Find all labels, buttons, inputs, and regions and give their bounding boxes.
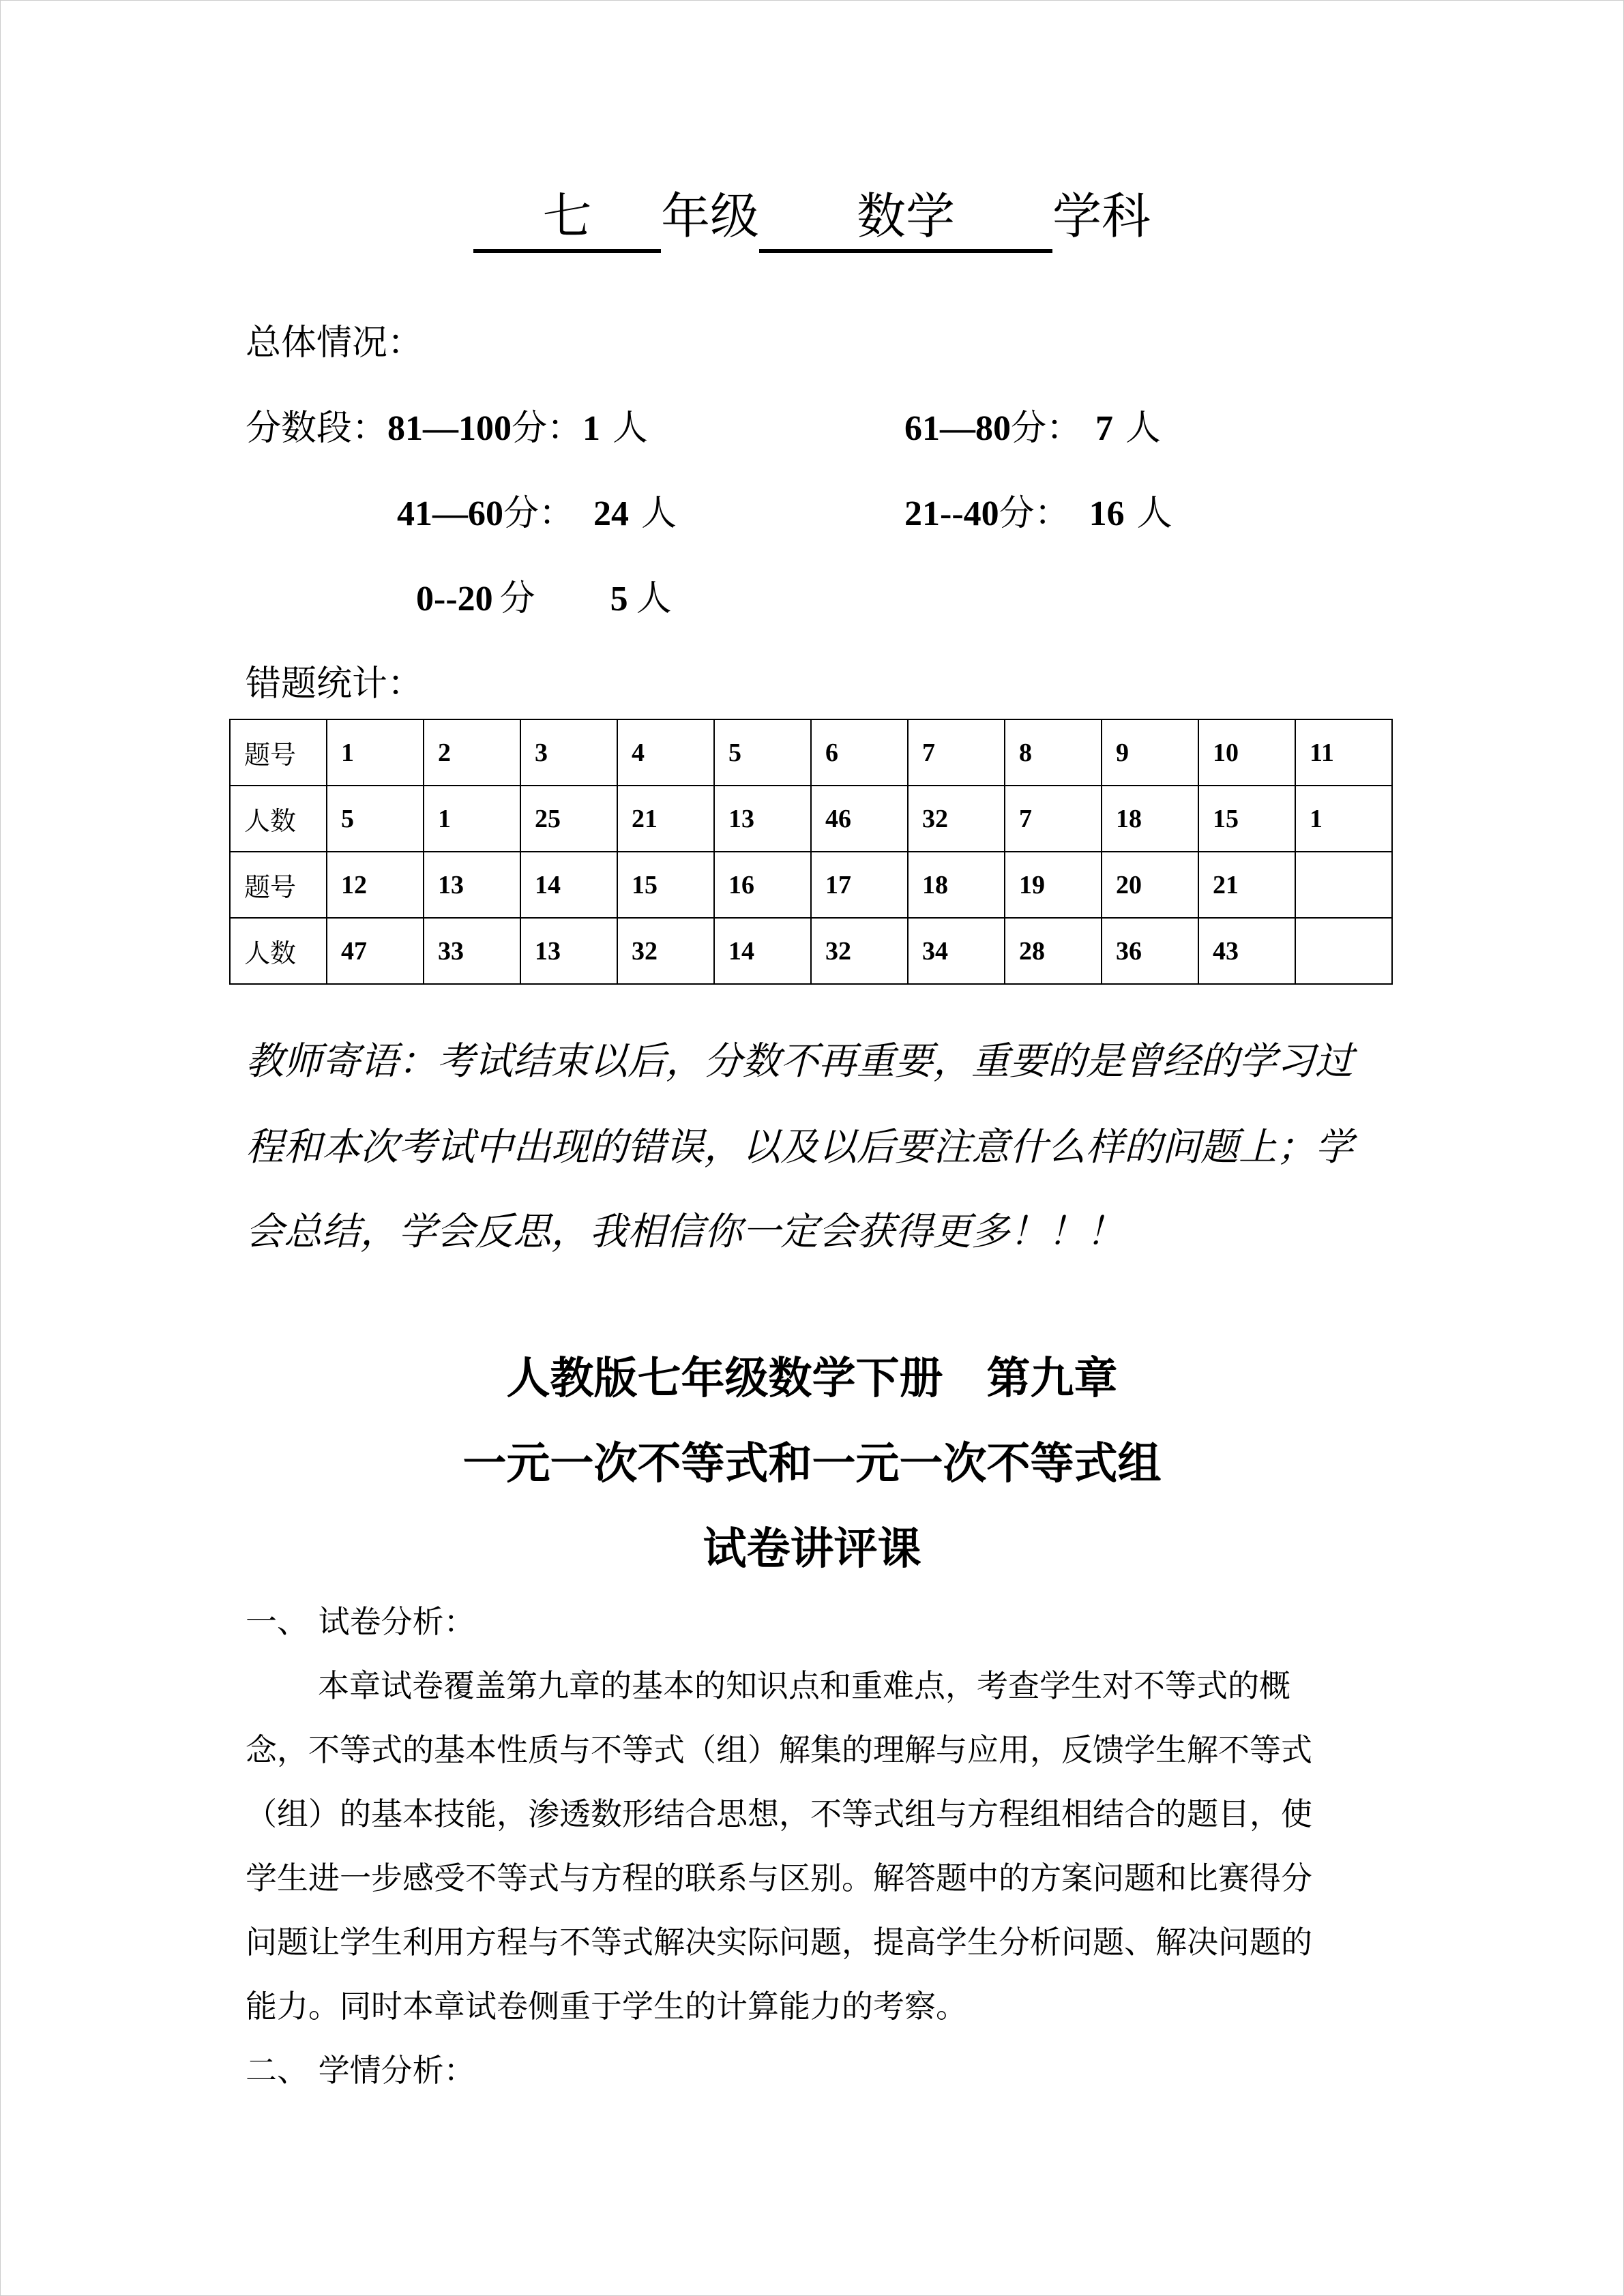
band-range: 0--20 (416, 580, 493, 618)
band-person: 人 (1125, 408, 1162, 449)
band-unit: 分： (503, 493, 575, 534)
band-range: 61—80 (904, 409, 1011, 448)
table-cell: 15 (617, 852, 714, 918)
table-cell: 5 (714, 719, 811, 786)
band-person: 人 (1136, 493, 1172, 534)
table-cell: 1 (1295, 786, 1392, 852)
table-cell: 21 (617, 786, 714, 852)
table-cell: 10 (1198, 719, 1295, 786)
subject-blank: 数学 (759, 183, 1052, 253)
table-cell: 8 (1005, 719, 1102, 786)
table-cell: 5 (327, 786, 424, 852)
table-cell: 1 (424, 786, 520, 852)
score-band-3 (397, 484, 677, 535)
paragraph-line: 念，不等式的基本性质与不等式（组）解集的理解与应用，反馈学生解不等式 (246, 1731, 1312, 1768)
table-cell: 34 (908, 918, 1005, 984)
table-cell: 7 (1005, 786, 1102, 852)
table-cell: 32 (811, 918, 908, 984)
score-band-5 (416, 569, 672, 621)
table-cell: 1 (327, 719, 424, 786)
table-cell: 17 (811, 852, 908, 918)
score-band-4 (904, 484, 1172, 535)
table-row (230, 719, 1392, 786)
table-cell: 47 (327, 918, 424, 984)
table-cell: 32 (908, 786, 1005, 852)
band-count: 16 (1089, 494, 1125, 533)
error-stats-table (229, 719, 1393, 985)
table-cell: 19 (1005, 852, 1102, 918)
lesson-title-1: 人教版七年级数学下册 第九章 (506, 1354, 1118, 1404)
section-heading-1: 一、 试卷分析： (246, 1603, 475, 1640)
table-cell: 18 (908, 852, 1005, 918)
table-cell: 4 (617, 719, 714, 786)
teacher-message-line-2: 程和本次考试中出现的错误，以及以后要注意什么样的问题上；学 (246, 1125, 1353, 1169)
score-band-1 (246, 399, 648, 450)
paragraph-line: （组）的基本技能，渗透数形结合思想，不等式组与方程组相结合的题目，使 (246, 1795, 1312, 1832)
band-person: 人 (612, 408, 649, 449)
band-count: 5 (610, 580, 628, 618)
paragraph-line: 能力。同时本章试卷侧重于学生的计算能力的考察。 (246, 1988, 967, 2025)
table-row (230, 852, 1392, 918)
table-cell: 7 (908, 719, 1005, 786)
paragraph-line: 问题让学生利用方程与不等式解决实际问题，提高学生分析问题、解决问题的 (246, 1924, 1312, 1960)
table-cell: 9 (1102, 719, 1198, 786)
lesson-title-2: 一元一次不等式和一元一次不等式组 (462, 1439, 1162, 1489)
table-cell: 13 (520, 918, 617, 984)
table-row (230, 918, 1392, 984)
row-header: 题号 (230, 719, 327, 786)
table-cell: 43 (1198, 918, 1295, 984)
lesson-title-3: 试卷讲评课 (703, 1524, 921, 1575)
table-cell: 14 (520, 852, 617, 918)
row-header: 人数 (230, 918, 327, 984)
paragraph-line: 本章试卷覆盖第九章的基本的知识点和重难点，考查学生对不等式的概 (318, 1667, 1290, 1704)
table-cell: 18 (1102, 786, 1198, 852)
row-header: 人数 (230, 786, 327, 852)
table-cell: 15 (1198, 786, 1295, 852)
table-cell: 6 (811, 719, 908, 786)
table-cell: 28 (1005, 918, 1102, 984)
table-cell: 20 (1102, 852, 1198, 918)
table-row (230, 786, 1392, 852)
table-cell: 36 (1102, 918, 1198, 984)
band-count: 7 (1095, 409, 1114, 448)
teacher-message-line-1: 教师寄语：考试结束以后，分数不再重要，重要的是曾经的学习过 (246, 1039, 1353, 1084)
section-heading-2: 二、 学情分析： (246, 2052, 475, 2089)
table-cell: 12 (327, 852, 424, 918)
grade-suffix: 年级 (660, 188, 759, 245)
table-cell: 13 (424, 852, 520, 918)
band-range: 41—60 (397, 494, 503, 533)
table-cell: 21 (1198, 852, 1295, 918)
table-cell: 46 (811, 786, 908, 852)
band-range: 21--40 (904, 494, 999, 533)
subject-suffix: 学科 (1052, 188, 1151, 245)
band-unit: 分 (499, 578, 535, 619)
table-cell: 25 (520, 786, 617, 852)
band-unit: 分： (512, 408, 583, 449)
table-cell: 13 (714, 786, 811, 852)
band-count: 1 (582, 409, 601, 448)
band-person: 人 (636, 578, 672, 619)
band-prefix: 分数段： (246, 408, 388, 449)
errors-label: 错题统计： (246, 664, 424, 704)
table-cell (1295, 852, 1392, 918)
table-cell: 3 (520, 719, 617, 786)
grade-blank: 七 (473, 183, 661, 253)
score-band-2 (904, 399, 1161, 450)
band-count: 24 (593, 494, 630, 533)
table-cell: 2 (424, 719, 520, 786)
row-header: 题号 (230, 852, 327, 918)
table-cell: 33 (424, 918, 520, 984)
band-unit: 分： (999, 493, 1070, 534)
band-unit: 分： (1011, 408, 1082, 449)
teacher-message-line-3: 会总结，学会反思，我相信你一定会获得更多！！！ (246, 1210, 1124, 1254)
table-cell: 16 (714, 852, 811, 918)
table-cell: 14 (714, 918, 811, 984)
band-range: 81—100 (387, 409, 512, 448)
table-cell (1295, 918, 1392, 984)
page-title (0, 179, 1624, 254)
table-cell: 32 (617, 918, 714, 984)
band-person: 人 (641, 493, 677, 534)
overview-label: 总体情况： (246, 323, 424, 363)
paragraph-line: 学生进一步感受不等式与方程的联系与区别。解答题中的方案问题和比赛得分 (246, 1860, 1312, 1896)
table-cell: 11 (1295, 719, 1392, 786)
